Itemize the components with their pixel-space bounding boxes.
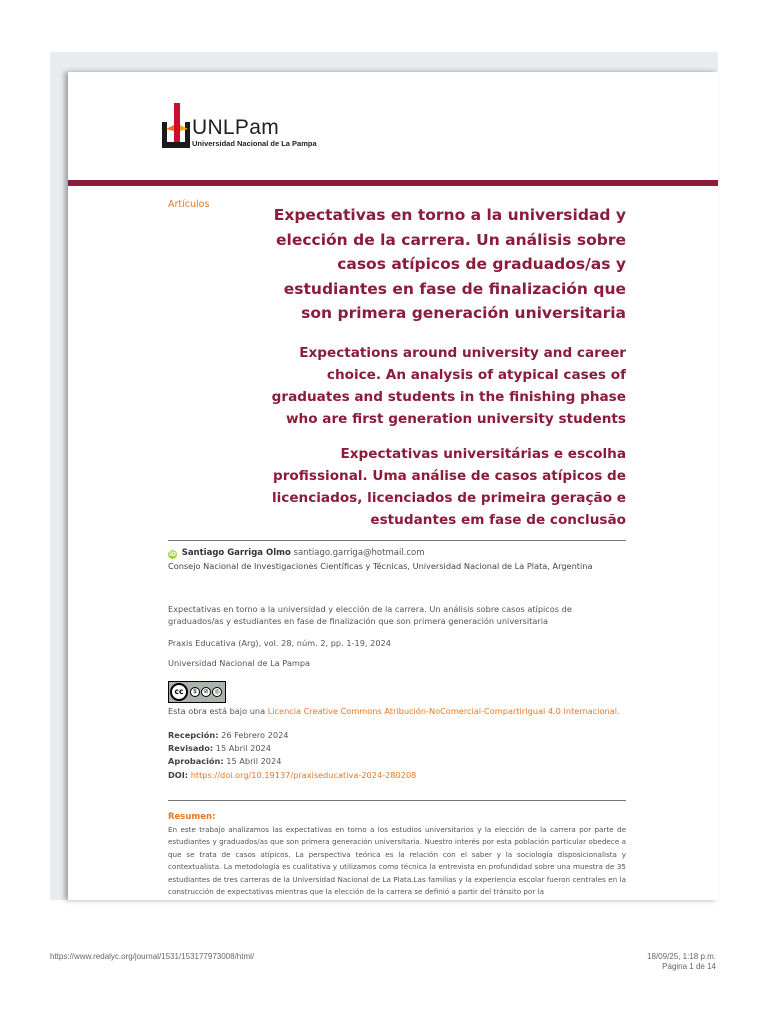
received-date: 26 Febrero 2024 — [221, 730, 289, 740]
logo-name: UNLPam — [192, 116, 279, 139]
abstract-text: En este trabajo analizamos las expectativas en torno a los estudios universitarios y la elección de la carrera por parte de estudiantes y graduados/as que son primera generación universitaria. Nuestro interés por esta población particular obedece a que se trata de casos atípicos. La perspectiva teórica es la relación con el saber y la sociología disposicionalista y contextualista. La metodología es cualitativa y utilizamos como técnica la entrevista en profundidad sobre una muestra de 35 estudiantes de tres carreras de la Universidad Nacional de La Plata.Las familias y la experiencia escolar fueron centrales en la construcción de expectativas mientras que la elección de la carrera se definió a partir del tránsito por la — [168, 825, 626, 897]
author-email[interactable]: santiago.garriga@hotmail.com — [293, 548, 425, 558]
document-page — [68, 72, 718, 900]
doi-link[interactable]: https://doi.org/10.19137/praxiseducativa-2024-280208 — [190, 769, 417, 780]
revised-date: 15 Abril 2024 — [215, 743, 271, 754]
section-label: Artículos — [168, 199, 210, 210]
footer-meta — [647, 952, 716, 972]
title-portuguese: Expectativas universitárias e escolha profissional. Uma análise de casos atípicos de licenciados, licenciados de primeira geração e estudantes em fase de conclusão — [271, 445, 626, 528]
author-name: Santiago Garriga Olmo — [181, 548, 291, 558]
creative-commons-badge[interactable] — [168, 681, 226, 703]
received-label: Recepción: — [168, 730, 219, 740]
divider — [168, 540, 626, 541]
logo-subtitle: Universidad Nacional de La Pampa — [192, 139, 317, 148]
approved-date: 15 Abril 2024 — [226, 756, 282, 767]
logo-text — [192, 117, 317, 148]
license-link[interactable]: Licencia Creative Commons Atribución-NoComercial-CompartirIgual 4.0 Internacional. — [267, 706, 620, 716]
author-affiliation: Consejo Nacional de Investigaciones Científicas y Técnicas, Universidad Nacional de La Plata, Argentina — [168, 561, 593, 571]
by-icon: $ — [190, 687, 200, 697]
citation-title: Expectativas en torno a la universidad y elección de la carrera. Un análisis sobre casos atípicos de graduados/as y estudiantes en fase de finalización que son primera generación universitaria — [168, 604, 572, 626]
divider — [168, 800, 626, 801]
footer-url: https://www.redalyc.org/journal/1531/153177973008/html/ — [50, 952, 255, 961]
license-text — [168, 706, 620, 716]
doi-row — [168, 769, 416, 782]
doi-label: DOI: — [168, 769, 189, 780]
received-row — [168, 729, 416, 742]
cc-icon: cc — [170, 683, 188, 701]
title-spanish: Expectativas en torno a la universidad y elección de la carrera. Un análisis sobre casos atípicos de graduados/as y estudiantes en fase de finalización que son primera generación universitaria — [273, 206, 626, 322]
unlpam-logo-icon — [162, 103, 192, 151]
footer-datetime: 18/09/25, 1:18 p.m. — [647, 952, 716, 961]
nc-icon: ⊘ — [201, 687, 211, 697]
approved-label: Aprobación: — [168, 756, 224, 767]
article-titles — [258, 203, 626, 531]
revised-row — [168, 742, 416, 755]
header-bar — [68, 180, 718, 186]
license-prefix: Esta obra está bajo una — [168, 706, 268, 716]
citation-journal: Praxis Educativa (Arg), vol. 28, núm. 2, pp. 1-19, 2024 — [168, 638, 391, 648]
sa-icon: ◎ — [212, 687, 222, 697]
title-english: Expectations around university and career choice. An analysis of atypical cases of graduates and students in the finishing phase who are first generation university students — [271, 344, 626, 427]
abstract-label: Resumen: — [168, 812, 216, 822]
approved-row — [168, 755, 416, 768]
footer-page-number: Página 1 de 14 — [662, 962, 716, 971]
citation-publisher: Universidad Nacional de La Pampa — [168, 658, 311, 668]
dates-block — [168, 729, 416, 782]
orcid-icon[interactable]: iD — [168, 551, 177, 558]
author-line — [168, 548, 425, 559]
revised-label: Revisado: — [168, 743, 214, 754]
